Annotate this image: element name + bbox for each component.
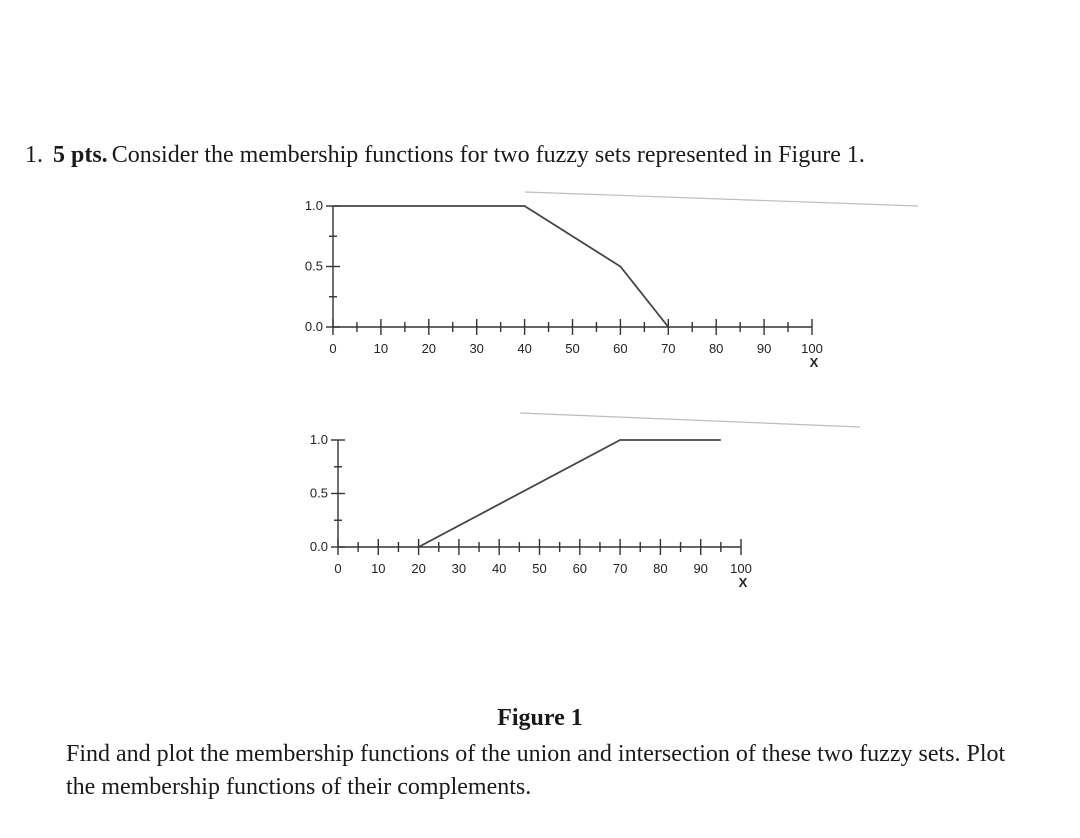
x-tick-label: 70 bbox=[612, 561, 628, 576]
y-tick-label: 0.5 bbox=[304, 258, 323, 274]
x-tick-label: 10 bbox=[373, 341, 389, 356]
x-tick-label: 30 bbox=[469, 341, 484, 356]
x-tick-label: 50 bbox=[565, 341, 580, 356]
x-tick-label: 0 bbox=[329, 341, 337, 356]
membership-curve bbox=[419, 440, 721, 547]
x-tick-label: 40 bbox=[517, 341, 532, 356]
x-tick-label: 80 bbox=[708, 341, 724, 356]
question-text: Consider the membership functions for two fuzzy sets represented in Figure 1. bbox=[111, 142, 865, 168]
x-tick-label: 100 bbox=[801, 341, 823, 356]
y-tick-label: 0.0 bbox=[304, 319, 323, 334]
instructions-text: Find and plot the membership functions of the union and intersection of these two fuzzy sets. Plot the membership functions of their complements. bbox=[66, 741, 1006, 800]
y-tick-label: 1.0 bbox=[309, 432, 328, 447]
figure-caption: Figure 1 bbox=[497, 705, 583, 731]
x-tick-label: 30 bbox=[451, 561, 467, 576]
x-tick-label: 20 bbox=[421, 341, 437, 356]
plot-b bbox=[310, 432, 752, 590]
x-tick-label: 70 bbox=[661, 341, 676, 356]
x-tick-label: 60 bbox=[613, 341, 628, 356]
question-number: 1. bbox=[25, 142, 43, 168]
question-points: 5 pts. bbox=[53, 142, 108, 168]
y-tick-label: 1.0 bbox=[304, 198, 323, 213]
x-tick-label: 90 bbox=[693, 561, 708, 576]
y-tick-label: 0.5 bbox=[309, 485, 328, 501]
x-tick-label: 80 bbox=[653, 561, 668, 576]
x-axis-label: X bbox=[809, 355, 819, 370]
x-tick-label: 20 bbox=[411, 561, 426, 576]
x-tick-label: 60 bbox=[572, 561, 588, 576]
x-tick-label: 50 bbox=[532, 561, 547, 576]
x-axis-label: X bbox=[738, 575, 748, 590]
x-tick-label: 0 bbox=[334, 561, 342, 576]
scan-rule-middle bbox=[520, 413, 860, 427]
plot-a bbox=[305, 198, 823, 370]
y-tick-label: 0.0 bbox=[309, 539, 328, 554]
x-tick-label: 10 bbox=[371, 561, 386, 576]
x-tick-label: 100 bbox=[730, 561, 752, 576]
membership-curve bbox=[333, 206, 668, 327]
x-tick-label: 90 bbox=[756, 341, 772, 356]
x-tick-label: 40 bbox=[491, 561, 507, 576]
scan-rule-top bbox=[525, 192, 918, 206]
